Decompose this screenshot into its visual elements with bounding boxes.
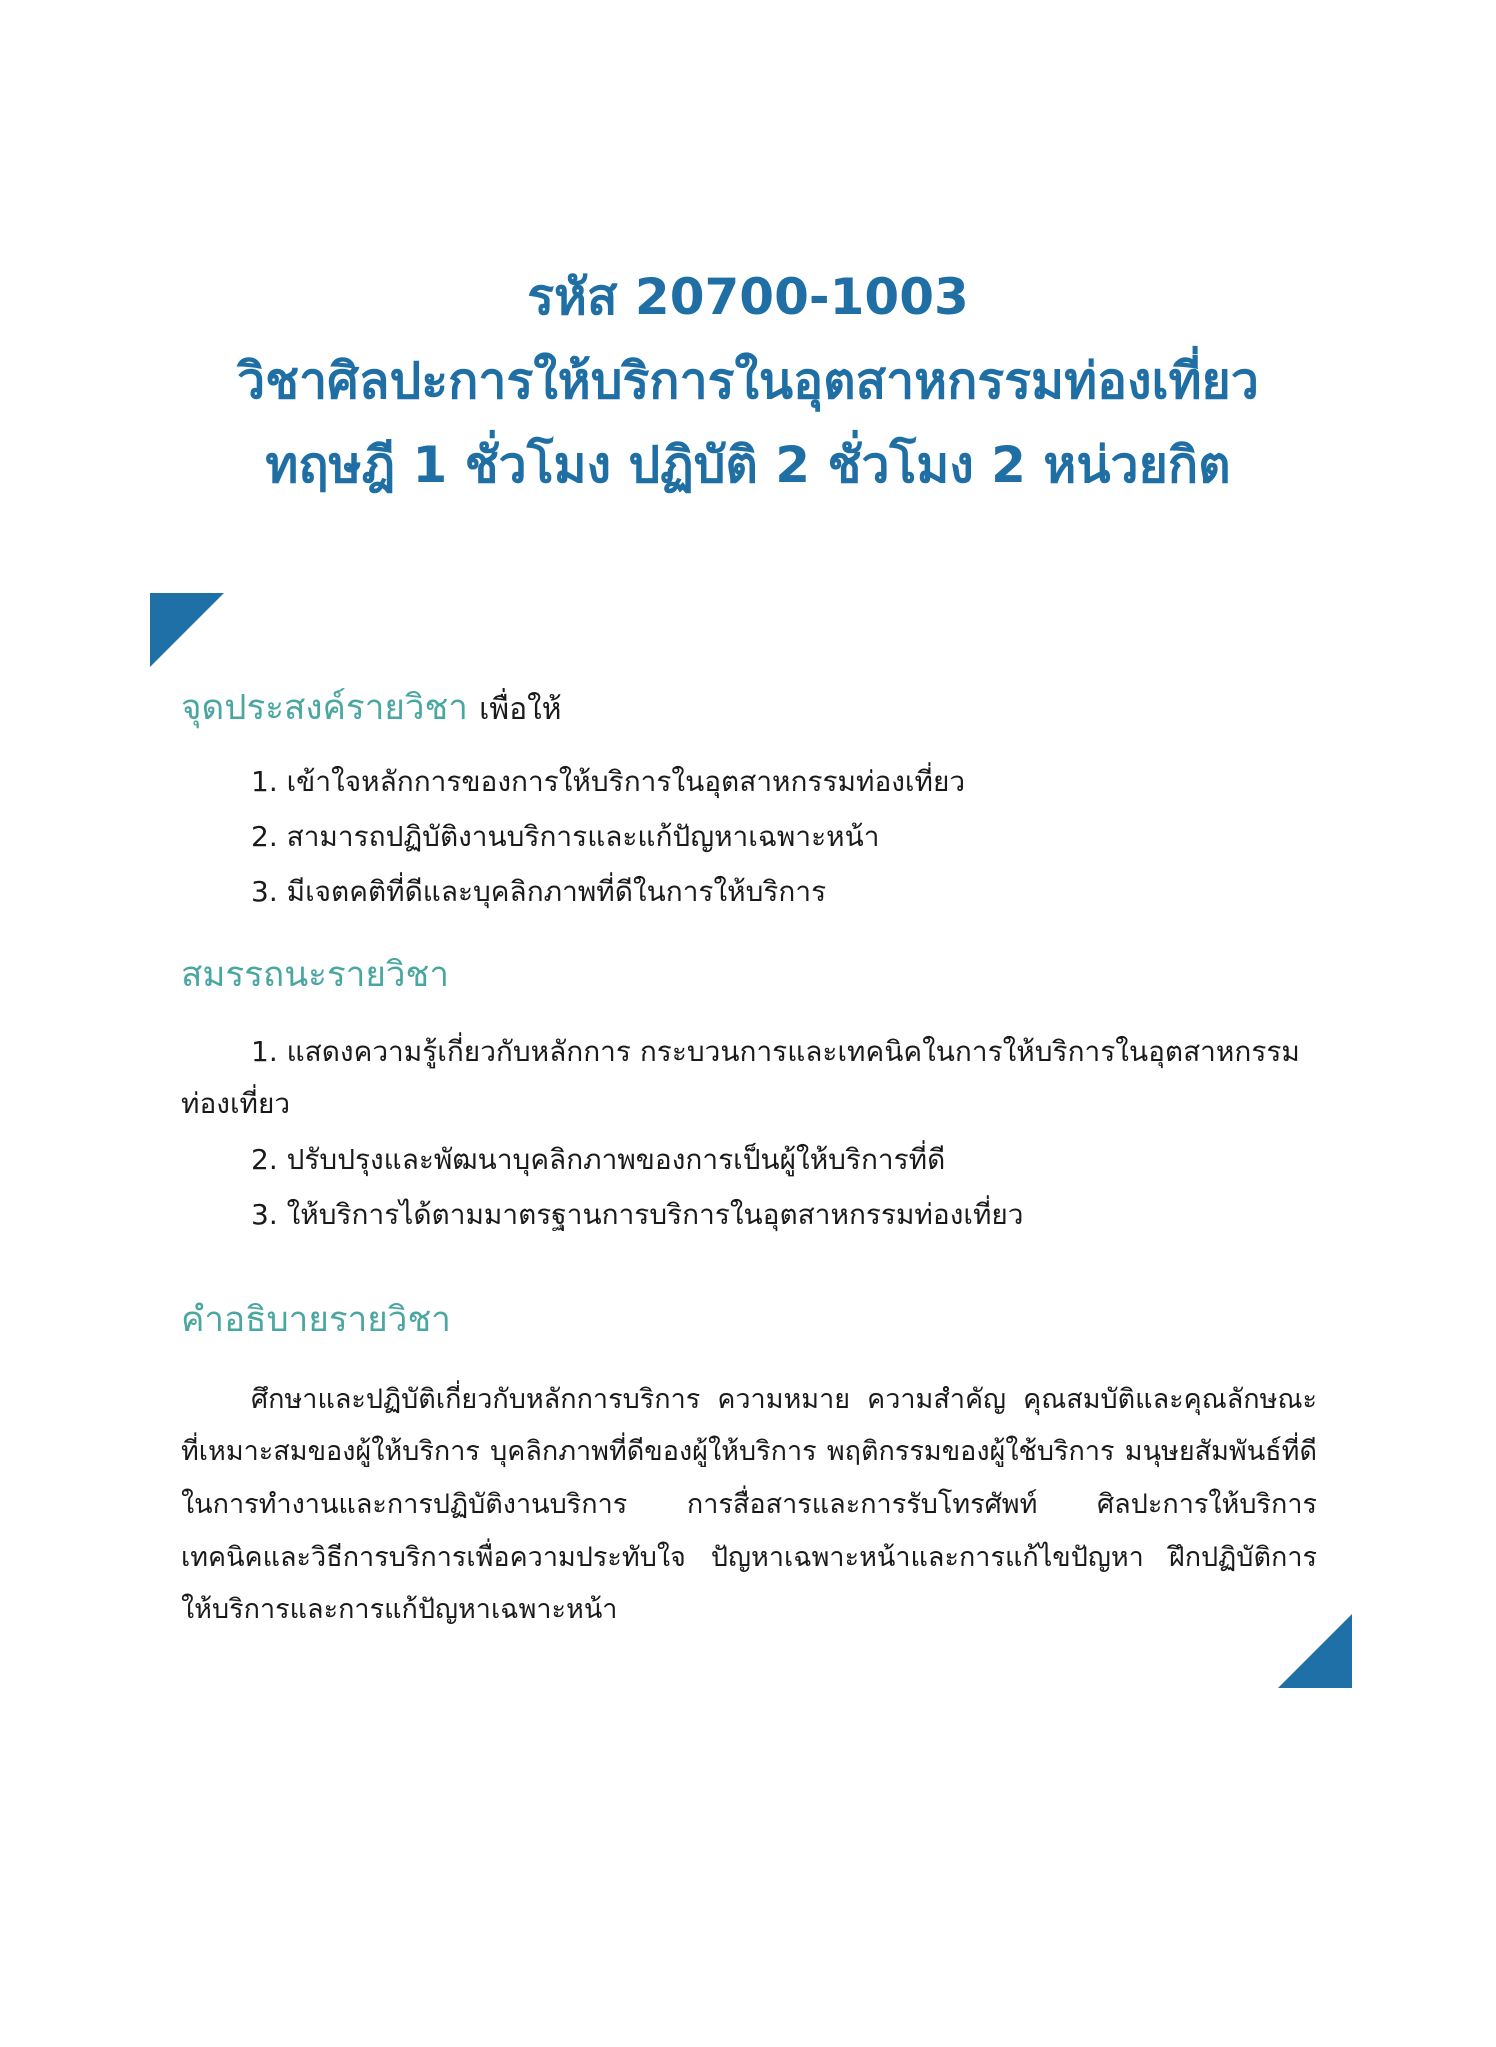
course-hours: ทฤษฎี 1 ชั่วโมง ปฏิบัติ 2 ชั่วโมง 2 หน่วยกิต [265,436,1231,494]
competency-item-2: 2. ปรับปรุงและพัฒนาบุคลิกภาพของการเป็นผู้ให้บริการที่ดี [251,1143,946,1176]
bottom-right-corner-decoration [1278,1614,1352,1688]
competency-item-3: 3. ให้บริการได้ตามมาตรฐานการบริการในอุตสาหกรรมท่องเที่ยว [251,1198,1024,1231]
course-name: วิชาศิลปะการให้บริการในอุตสาหกรรมท่องเที่ยว [237,352,1259,410]
competencies-heading: สมรรถนะรายวิชา [181,955,449,995]
objectives-heading [181,683,562,735]
objective-item-1: 1. เข้าใจหลักการของการให้บริการในอุตสาหกรรมท่องเที่ยว [251,765,966,798]
objective-item-2: 2. สามารถปฏิบัติงานบริการและแก้ปัญหาเฉพาะหน้า [251,820,880,853]
top-left-corner-decoration [150,593,224,667]
competency-item-1-line-1: 1. แสดงความรู้เกี่ยวกับหลักการ กระบวนการและเทคนิคในการให้บริการในอุตสาหกรรม [251,1035,1300,1068]
description-line-5: ให้บริการและการแก้ปัญหาเฉพาะหน้า [181,1594,618,1625]
description-line-2: ที่เหมาะสมของผู้ให้บริการ บุคลิกภาพที่ดีของผู้ให้บริการ พฤติกรรมของผู้ใช้บริการ มนุษยสัมพันธ์ที่ดี [181,1436,1317,1467]
description-heading: คำอธิบายรายวิชา [181,1300,451,1340]
description-line-3: ในการทำงานและการปฏิบัติงานบริการ การสื่อสารและการรับโทรศัพท์ ศิลปะการให้บริการ [181,1489,1317,1520]
description-line-1: ศึกษาและปฏิบัติเกี่ยวกับหลักการบริการ ความหมาย ความสำคัญ คุณสมบัติและคุณลักษณะ [251,1384,1317,1415]
course-code: รหัส 20700-1003 [527,268,969,326]
objectives-heading-suffix: เพื่อให้ [479,692,562,727]
competency-item-1-line-2: ท่องเที่ยว [181,1087,291,1120]
course-title-block [0,255,1496,507]
objectives-heading-text: จุดประสงค์รายวิชา [181,688,468,728]
description-line-4: เทคนิคและวิธีการบริการเพื่อความประทับใจ ปัญหาเฉพาะหน้าและการแก้ไขปัญหา ฝึกปฏิบัติการ [181,1542,1317,1573]
objective-item-3: 3. มีเจตคติที่ดีและบุคลิกภาพที่ดีในการให้บริการ [251,875,827,908]
